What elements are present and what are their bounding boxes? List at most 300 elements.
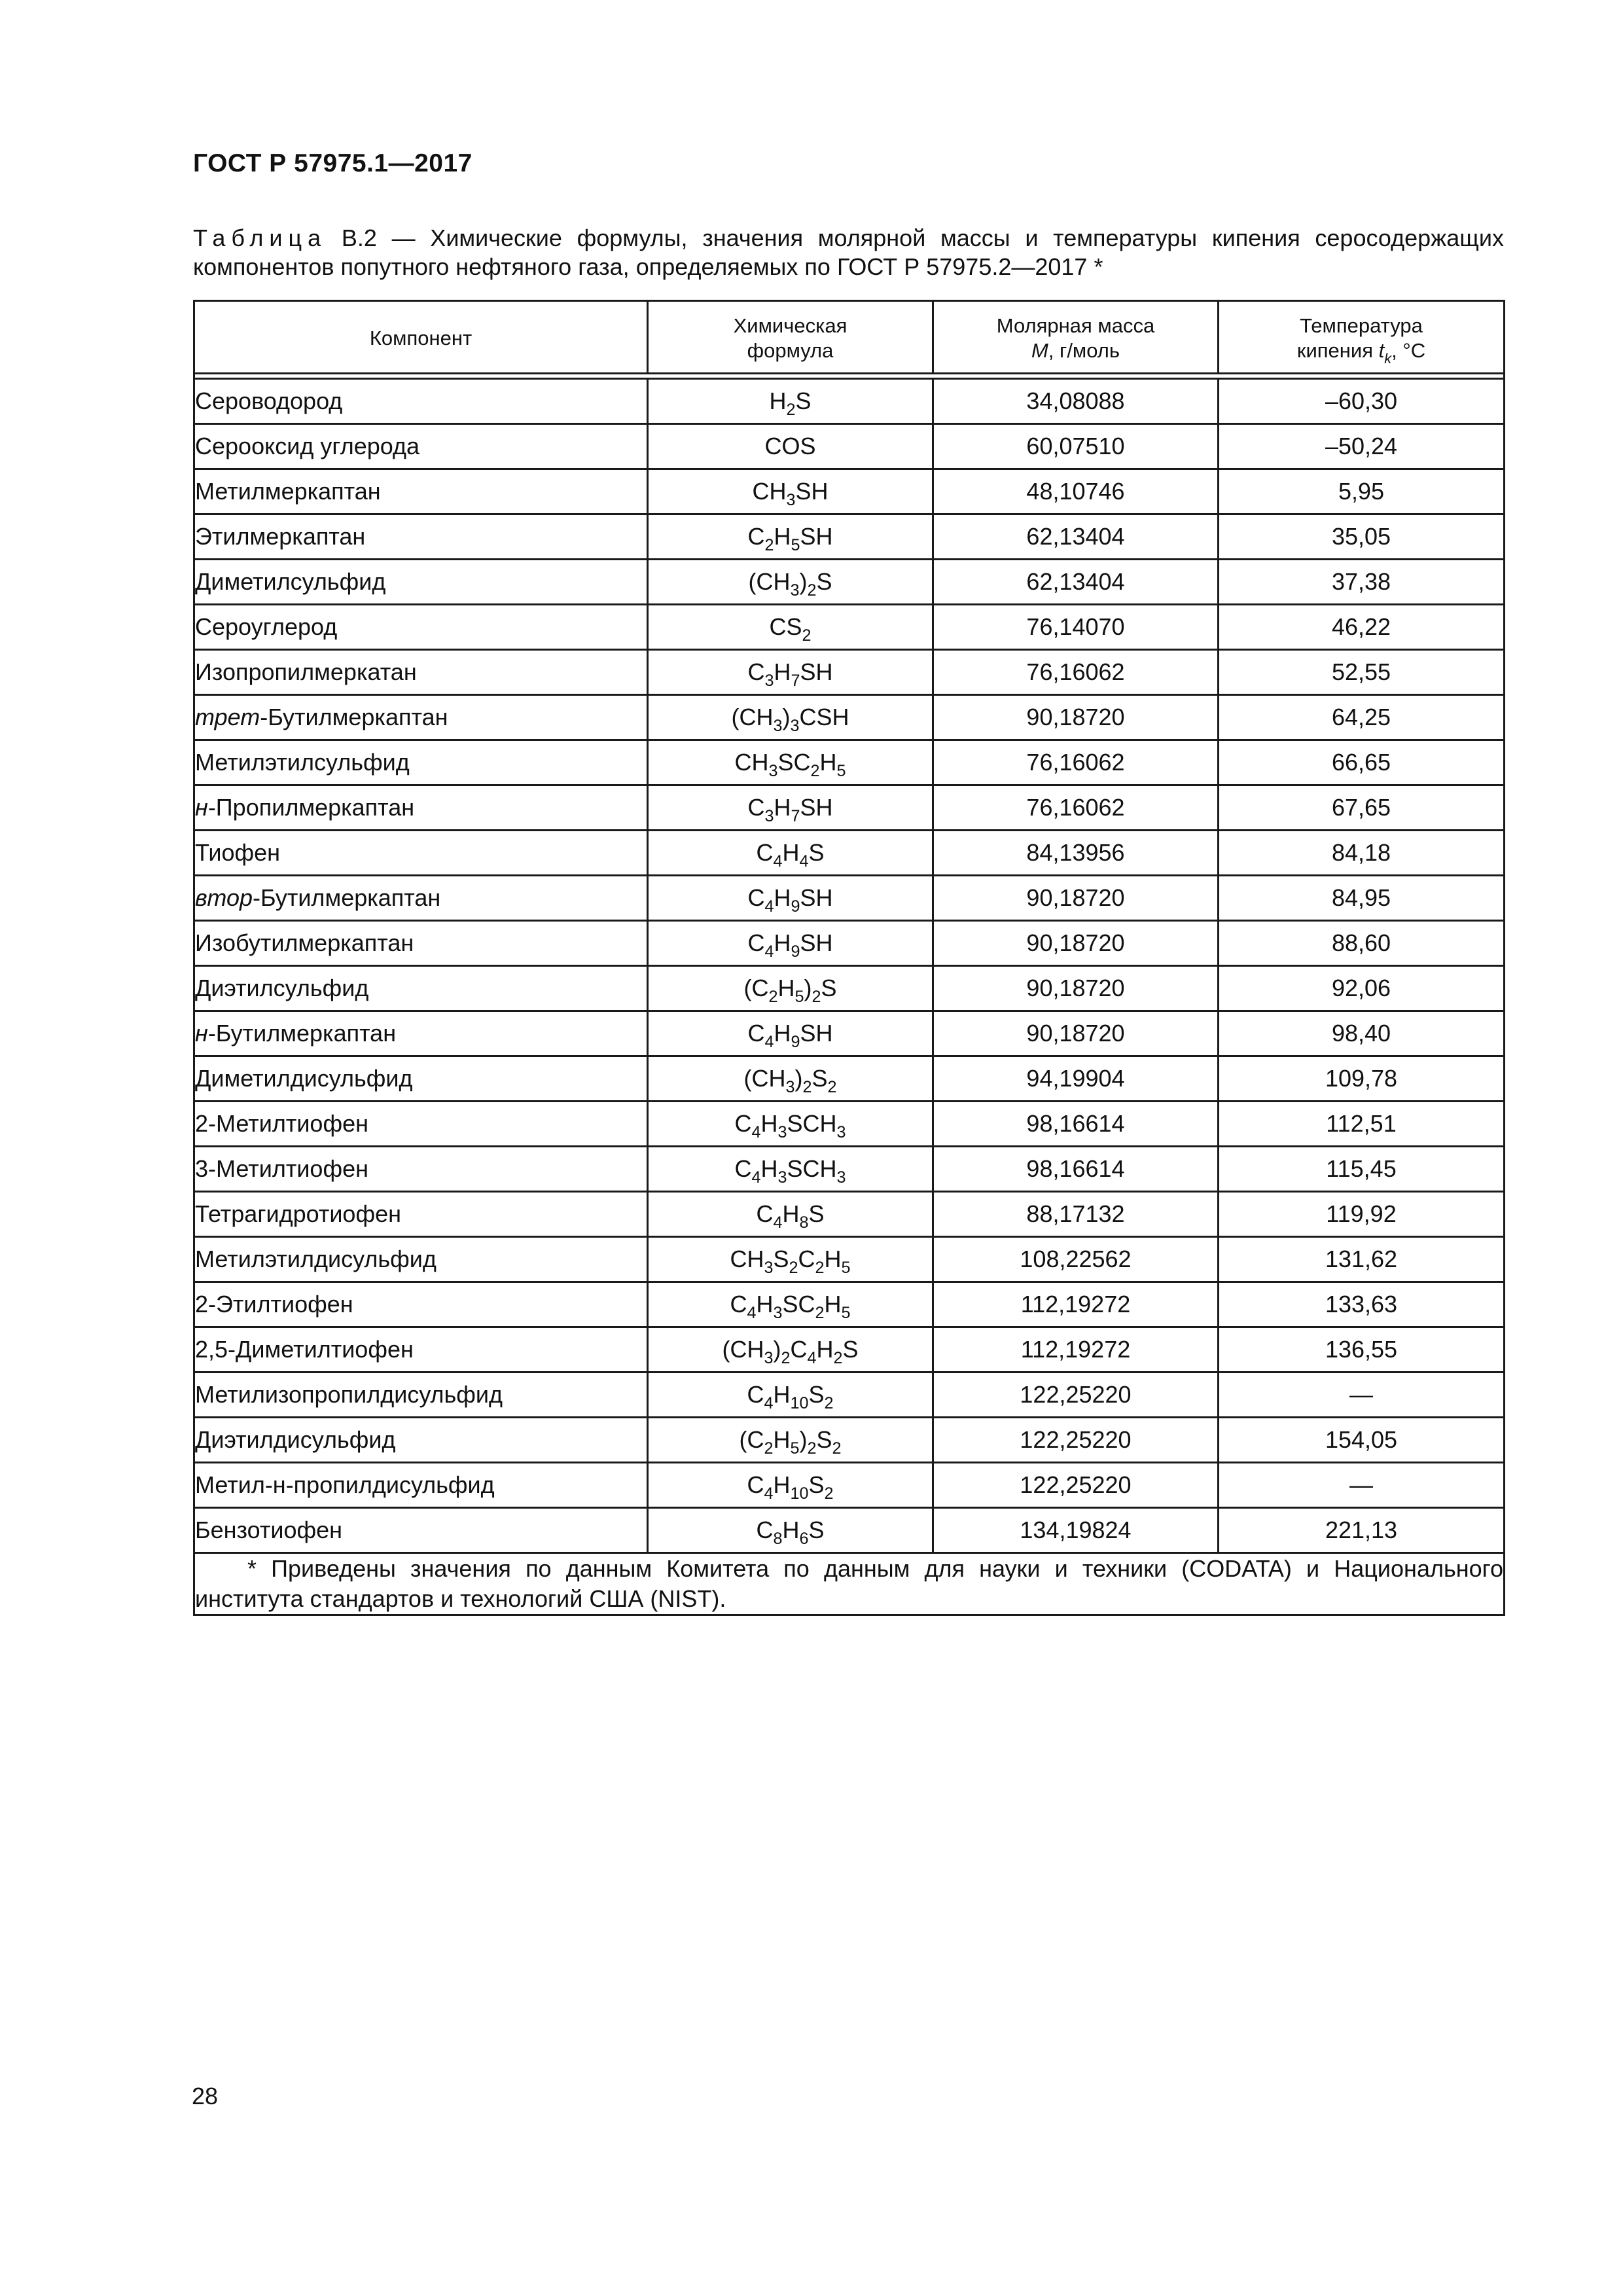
component-name: -Бутилмеркаптан <box>253 884 441 911</box>
formula-cell <box>648 1282 933 1327</box>
boiling-temp-cell: 67,65 <box>1219 785 1505 831</box>
component-name-prefix: н <box>195 1020 208 1047</box>
molar-mass-cell: 134,19824 <box>933 1508 1219 1553</box>
formula-part: C <box>756 839 774 866</box>
table-row <box>194 1192 1505 1237</box>
formula-subscript: 3 <box>764 1349 774 1367</box>
boiling-temp-cell: 37,38 <box>1219 560 1505 605</box>
formula-subscript: 4 <box>799 852 809 870</box>
header-temp-sub: k <box>1384 350 1392 367</box>
header-formula-line1: Химическая <box>733 314 847 337</box>
formula-cell <box>648 1463 933 1508</box>
formula-part: ) <box>804 975 812 1001</box>
formula-subscript: 5 <box>841 1304 851 1322</box>
formula-part: S <box>808 1381 825 1408</box>
table-row <box>194 514 1505 560</box>
boiling-temp-cell: 131,62 <box>1219 1237 1505 1282</box>
molar-mass-cell: 60,07510 <box>933 424 1219 469</box>
boiling-temp-cell: 98,40 <box>1219 1011 1505 1056</box>
molar-mass-cell: 94,19904 <box>933 1056 1219 1102</box>
molar-mass-cell: 76,16062 <box>933 740 1219 785</box>
component-name: Изобутилмеркаптан <box>195 929 414 956</box>
component-name: Сероуглерод <box>195 613 338 640</box>
table-header-row <box>194 301 1505 374</box>
formula-subscript: 4 <box>747 1304 757 1322</box>
formula-part: H <box>774 884 791 911</box>
formula-subscript: 2 <box>802 1078 812 1096</box>
formula-cell <box>648 1372 933 1418</box>
table-row <box>194 1102 1505 1147</box>
formula-subscript: 3 <box>836 1123 846 1141</box>
formula-subscript: 10 <box>790 1484 809 1503</box>
formula-subscript: 9 <box>791 942 800 961</box>
component-name-cell <box>194 1102 648 1147</box>
formula-part: SH <box>800 1020 833 1047</box>
formula-subscript: 2 <box>789 1259 798 1277</box>
molar-mass-cell: 108,22562 <box>933 1237 1219 1282</box>
table-row <box>194 1372 1505 1418</box>
boiling-temp-cell: 66,65 <box>1219 740 1505 785</box>
formula-cell <box>648 785 933 831</box>
component-name-cell <box>194 514 648 560</box>
formula-part: SCH <box>787 1110 837 1137</box>
formula-subscript: 2 <box>827 1078 837 1096</box>
formula-subscript: 9 <box>791 897 800 916</box>
formula-subscript: 2 <box>764 536 774 554</box>
header-mass-line1: Молярная масса <box>996 314 1155 337</box>
formula-part: S <box>808 1200 825 1227</box>
component-name: Метилизопропилдисульфид <box>195 1381 503 1408</box>
boiling-temp-cell: 64,25 <box>1219 695 1505 740</box>
formula-cell <box>648 424 933 469</box>
formula-part: CH <box>730 1246 764 1272</box>
molar-mass-cell: 62,13404 <box>933 560 1219 605</box>
header-mass-unit: , г/моль <box>1048 339 1120 362</box>
component-name-cell <box>194 1237 648 1282</box>
formula-part: C <box>747 794 765 821</box>
formula-subscript: 2 <box>781 1349 791 1367</box>
formula-part: C <box>747 884 765 911</box>
header-temp-var: t <box>1378 339 1385 362</box>
formula-subscript: 2 <box>807 1439 817 1458</box>
formula-part: SH <box>800 929 833 956</box>
formula-part: H <box>773 1381 791 1408</box>
formula-part: C <box>730 1291 747 1318</box>
caption-text: — Химические формулы, значения молярной массы и температуры кипения серосодержащих компонентов попутного нефтяного газа, определяемых по ГОСТ Р 57975.2—2017 * <box>193 224 1504 280</box>
formula-cell <box>648 695 933 740</box>
formula-part: S <box>795 387 812 414</box>
component-name-cell <box>194 785 648 831</box>
header-formula <box>648 301 933 374</box>
formula-subscript: 3 <box>836 1168 846 1187</box>
molar-mass-cell: 84,13956 <box>933 831 1219 876</box>
formula-cell <box>648 1011 933 1056</box>
component-name: Тиофен <box>195 839 281 866</box>
footnote-cell <box>194 1553 1505 1615</box>
formula-subscript: 4 <box>764 1033 774 1051</box>
formula-subscript: 9 <box>791 1033 800 1051</box>
formula-subscript: 4 <box>764 942 774 961</box>
formula-part: SC <box>782 1291 815 1318</box>
molar-mass-cell: 112,19272 <box>933 1327 1219 1372</box>
formula-cell <box>648 1102 933 1147</box>
component-name: Метилэтилсульфид <box>195 749 410 776</box>
component-name-cell <box>194 1282 648 1327</box>
component-name: Диэтилсульфид <box>195 975 369 1001</box>
table-body <box>194 374 1505 1553</box>
formula-subscript: 7 <box>791 672 800 690</box>
component-name-cell <box>194 1508 648 1553</box>
formula-cell <box>648 831 933 876</box>
table-row <box>194 831 1505 876</box>
component-name: Бензотиофен <box>195 1516 342 1543</box>
formula-cell <box>648 740 933 785</box>
formula-subscript: 2 <box>764 1439 774 1458</box>
component-name-cell <box>194 1463 648 1508</box>
header-boiling-temp <box>1219 301 1505 374</box>
molar-mass-cell: 76,16062 <box>933 650 1219 695</box>
formula-part: C <box>747 929 765 956</box>
formula-subscript: 5 <box>790 1439 800 1458</box>
boiling-temp-cell: 52,55 <box>1219 650 1505 695</box>
component-name-prefix: трет <box>195 704 260 730</box>
molar-mass-cell: 98,16614 <box>933 1147 1219 1192</box>
molar-mass-cell: 90,18720 <box>933 876 1219 921</box>
boiling-temp-cell: 119,92 <box>1219 1192 1505 1237</box>
formula-part: S <box>821 975 837 1001</box>
formula-cell <box>648 560 933 605</box>
component-name-cell <box>194 831 648 876</box>
component-name-cell <box>194 424 648 469</box>
component-name-cell <box>194 1418 648 1463</box>
table-row <box>194 1508 1505 1553</box>
formula-part: H <box>819 749 837 776</box>
boiling-temp-cell: 136,55 <box>1219 1327 1505 1372</box>
molar-mass-cell: 90,18720 <box>933 966 1219 1011</box>
formula-cell <box>648 1056 933 1102</box>
component-name: Изопропилмеркатан <box>195 658 417 685</box>
component-name: 2,5-Диметилтиофен <box>195 1336 414 1363</box>
formula-subscript: 4 <box>764 897 774 916</box>
formula-cell <box>648 1508 933 1553</box>
molar-mass-cell: 90,18720 <box>933 695 1219 740</box>
formula-subscript: 2 <box>807 581 817 600</box>
component-name: Метил-н-пропилдисульфид <box>195 1471 495 1498</box>
molar-mass-cell: 98,16614 <box>933 1102 1219 1147</box>
formula-part: COS <box>764 433 816 459</box>
formula-part: SH <box>795 478 829 505</box>
formula-part: H <box>760 1110 778 1137</box>
component-name-cell <box>194 1372 648 1418</box>
formula-part: C <box>747 1020 765 1047</box>
formula-part: C <box>747 523 765 550</box>
formula-part: CSH <box>799 704 849 730</box>
table-row <box>194 1147 1505 1192</box>
formula-part: SH <box>800 658 833 685</box>
component-name: -Бутилмеркаптан <box>207 1020 397 1047</box>
formula-part: C <box>756 1200 774 1227</box>
formula-subscript: 4 <box>764 1484 774 1503</box>
component-name-cell <box>194 560 648 605</box>
component-name-cell <box>194 876 648 921</box>
component-name: -Пропилмеркаптан <box>207 794 415 821</box>
formula-part: (CH <box>748 568 791 595</box>
formula-subscript: 4 <box>751 1123 761 1141</box>
formula-subscript: 3 <box>768 762 778 780</box>
component-name: Сероводород <box>195 387 343 414</box>
component-name-cell <box>194 469 648 514</box>
formula-subscript: 3 <box>790 717 800 735</box>
component-name-prefix: втор <box>195 884 253 911</box>
formula-subscript: 10 <box>790 1394 809 1412</box>
molar-mass-cell: 88,17132 <box>933 1192 1219 1237</box>
formula-part: H <box>774 523 791 550</box>
formula-subscript: 3 <box>773 1304 783 1322</box>
table-row <box>194 379 1505 424</box>
component-name-cell <box>194 1011 648 1056</box>
formula-part: H <box>782 839 800 866</box>
molar-mass-cell: 122,25220 <box>933 1418 1219 1463</box>
formula-part: (C <box>743 975 769 1001</box>
table-row <box>194 469 1505 514</box>
formula-cell <box>648 1237 933 1282</box>
formula-part: C <box>734 1155 752 1182</box>
table-row <box>194 424 1505 469</box>
boiling-temp-cell: — <box>1219 1463 1505 1508</box>
component-name: Диэтилдисульфид <box>195 1426 396 1453</box>
formula-part: H <box>774 658 791 685</box>
boiling-temp-cell: 115,45 <box>1219 1147 1505 1192</box>
formula-subscript: 7 <box>791 807 800 825</box>
header-separator <box>194 374 1505 379</box>
header-temp-line1: Температура <box>1300 314 1423 337</box>
formula-part: CH <box>734 749 769 776</box>
formula-subscript: 8 <box>799 1213 809 1232</box>
formula-subscript: 2 <box>810 762 820 780</box>
table-row <box>194 1011 1505 1056</box>
formula-cell <box>648 379 933 424</box>
boiling-temp-cell: –60,30 <box>1219 379 1505 424</box>
formula-subscript: 2 <box>786 401 796 419</box>
data-table <box>193 300 1505 1616</box>
formula-subscript: 2 <box>815 1304 825 1322</box>
formula-part: (CH <box>722 1336 764 1363</box>
table-row <box>194 1327 1505 1372</box>
formula-part: H <box>774 794 791 821</box>
formula-part: H <box>774 929 791 956</box>
boiling-temp-cell: 5,95 <box>1219 469 1505 514</box>
formula-cell <box>648 1192 933 1237</box>
formula-part: H <box>769 387 787 414</box>
component-name: -Бутилмеркаптан <box>260 704 448 730</box>
component-name: 3-Метилтиофен <box>195 1155 368 1182</box>
formula-cell <box>648 469 933 514</box>
molar-mass-cell: 48,10746 <box>933 469 1219 514</box>
table-row <box>194 740 1505 785</box>
component-name: Метилмеркаптан <box>195 478 381 505</box>
formula-subscript: 4 <box>807 1349 817 1367</box>
header-temp-unit: , °C <box>1391 339 1426 362</box>
component-name-cell <box>194 650 648 695</box>
formula-part: H <box>760 1155 778 1182</box>
formula-part: H <box>756 1291 774 1318</box>
formula-subscript: 5 <box>841 1259 851 1277</box>
formula-subscript: 5 <box>791 536 800 554</box>
component-name-cell <box>194 379 648 424</box>
formula-subscript: 2 <box>824 1394 834 1412</box>
header-component <box>194 301 648 374</box>
formula-part: (CH <box>743 1065 786 1092</box>
boiling-temp-cell: 84,95 <box>1219 876 1505 921</box>
boiling-temp-cell: 133,63 <box>1219 1282 1505 1327</box>
component-name-cell <box>194 921 648 966</box>
formula-part: C <box>747 1471 764 1498</box>
formula-part: CS <box>769 613 802 640</box>
table-row <box>194 1056 1505 1102</box>
table-row <box>194 1282 1505 1327</box>
formula-subscript: 3 <box>786 491 796 509</box>
formula-part: S <box>808 1516 825 1543</box>
formula-subscript: 6 <box>799 1530 809 1548</box>
formula-part: (CH <box>731 704 774 730</box>
molar-mass-cell: 62,13404 <box>933 514 1219 560</box>
component-name-cell <box>194 1147 648 1192</box>
component-name: 2-Метилтиофен <box>195 1110 368 1137</box>
formula-subscript: 4 <box>764 1394 774 1412</box>
table-footnote: * Приведены значения по данным Комитета по данным для науки и техники (CODATA) и Национального института стандартов и технологий США (NIST). <box>195 1555 1503 1612</box>
formula-subscript: 2 <box>812 988 821 1006</box>
formula-part: S <box>808 839 825 866</box>
formula-cell <box>648 1418 933 1463</box>
molar-mass-cell: 90,18720 <box>933 1011 1219 1056</box>
formula-part: ) <box>782 704 791 730</box>
formula-part: C <box>790 1336 808 1363</box>
document-code: ГОСТ Р 57975.1—2017 <box>193 149 473 177</box>
component-name-cell <box>194 605 648 650</box>
table-row <box>194 1463 1505 1508</box>
formula-part: ) <box>799 568 808 595</box>
component-name: Серооксид углерода <box>195 433 420 459</box>
header-molar-mass <box>933 301 1219 374</box>
caption-label: Таблица <box>193 224 327 251</box>
formula-cell <box>648 1147 933 1192</box>
formula-subscript: 4 <box>773 852 783 870</box>
component-name-cell <box>194 1192 648 1237</box>
formula-part: S <box>773 1246 789 1272</box>
formula-part: H <box>824 1291 842 1318</box>
formula-part: H <box>782 1200 800 1227</box>
component-name: Метилэтилдисульфид <box>195 1246 437 1272</box>
formula-subscript: 4 <box>773 1213 783 1232</box>
formula-subscript: 2 <box>832 1439 842 1458</box>
formula-subscript: 2 <box>815 1259 825 1277</box>
header-temp-prefix: кипения <box>1296 339 1379 362</box>
formula-part: H <box>773 1471 791 1498</box>
formula-subscript: 2 <box>824 1484 834 1503</box>
formula-subscript: 5 <box>794 988 804 1006</box>
formula-subscript: 2 <box>833 1349 843 1367</box>
header-separator-cell <box>194 374 1505 379</box>
header-mass-var: M <box>1031 339 1048 362</box>
footnote-row <box>194 1553 1505 1615</box>
formula-part: SCH <box>787 1155 837 1182</box>
formula-part: H <box>773 1426 791 1453</box>
molar-mass-cell: 122,25220 <box>933 1463 1219 1508</box>
table-row <box>194 785 1505 831</box>
table-row <box>194 650 1505 695</box>
formula-subscript: 2 <box>802 626 812 645</box>
formula-subscript: 8 <box>773 1530 783 1548</box>
header-formula-line2: формула <box>747 339 834 362</box>
formula-part: C <box>734 1110 752 1137</box>
table-row <box>194 1418 1505 1463</box>
formula-part: S <box>816 568 832 595</box>
formula-part: H <box>777 975 795 1001</box>
formula-part: S <box>808 1471 825 1498</box>
formula-subscript: 3 <box>764 1259 774 1277</box>
formula-subscript: 3 <box>764 807 774 825</box>
formula-subscript: 5 <box>836 762 846 780</box>
table-row <box>194 966 1505 1011</box>
formula-part: C <box>798 1246 815 1272</box>
formula-part: SC <box>777 749 811 776</box>
boiling-temp-cell: — <box>1219 1372 1505 1418</box>
formula-cell <box>648 605 933 650</box>
page-number: 28 <box>192 2083 219 2109</box>
formula-subscript: 3 <box>777 1168 787 1187</box>
formula-subscript: 3 <box>773 717 783 735</box>
table-row <box>194 605 1505 650</box>
table-row <box>194 876 1505 921</box>
formula-subscript: 3 <box>764 672 774 690</box>
component-name-cell <box>194 966 648 1011</box>
formula-subscript: 4 <box>751 1168 761 1187</box>
boiling-temp-cell: 154,05 <box>1219 1418 1505 1463</box>
boiling-temp-cell: 46,22 <box>1219 605 1505 650</box>
formula-subscript: 3 <box>790 581 800 600</box>
boiling-temp-cell: 88,60 <box>1219 921 1505 966</box>
molar-mass-cell: 90,18720 <box>933 921 1219 966</box>
formula-part: SH <box>800 884 833 911</box>
boiling-temp-cell: 92,06 <box>1219 966 1505 1011</box>
table-caption <box>193 224 1504 281</box>
table-row <box>194 921 1505 966</box>
component-name-cell <box>194 1056 648 1102</box>
formula-subscript: 3 <box>777 1123 787 1141</box>
formula-cell <box>648 514 933 560</box>
table-row <box>194 560 1505 605</box>
component-name-cell <box>194 740 648 785</box>
formula-part: CH <box>752 478 787 505</box>
component-name: Этилмеркаптан <box>195 523 366 550</box>
molar-mass-cell: 76,14070 <box>933 605 1219 650</box>
component-name: Тетрагидротиофен <box>195 1200 401 1227</box>
component-name: Диметилсульфид <box>195 568 386 595</box>
component-name: Диметилдисульфид <box>195 1065 413 1092</box>
formula-part: S <box>816 1426 832 1453</box>
formula-part: C <box>747 1381 764 1408</box>
molar-mass-cell: 122,25220 <box>933 1372 1219 1418</box>
formula-part: SH <box>800 523 833 550</box>
molar-mass-cell: 34,08088 <box>933 379 1219 424</box>
component-name-cell <box>194 1327 648 1372</box>
boiling-temp-cell: –50,24 <box>1219 424 1505 469</box>
formula-cell <box>648 966 933 1011</box>
formula-part: H <box>824 1246 842 1272</box>
formula-part: ) <box>773 1336 781 1363</box>
molar-mass-cell: 112,19272 <box>933 1282 1219 1327</box>
formula-part: H <box>816 1336 834 1363</box>
